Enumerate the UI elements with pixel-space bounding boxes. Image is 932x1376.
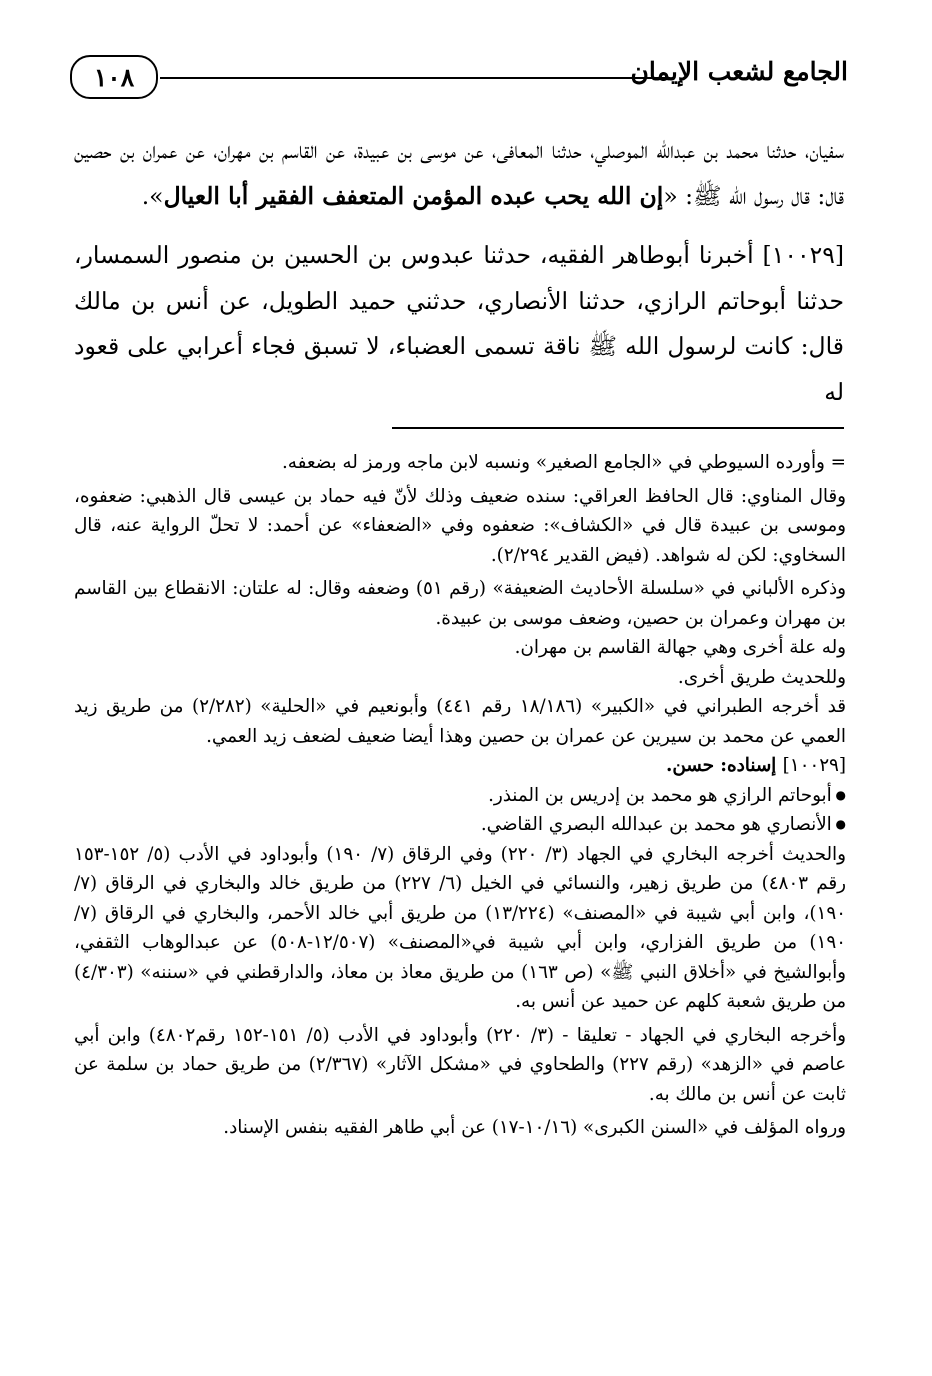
hadith-number: [١٠٠٢٩] xyxy=(762,241,844,269)
note-munawi: وقال المناوي: قال الحافظ العراقي: سنده ضعيف وذلك لأنّ فيه حماد بن عيسى قال الذهبي: ضعفوه، وموسى بن عبيدة قال في «الكشاف»: ضعفوه وفي «الضعفاء» عن أحمد: لا تحلّ الرواية عنه، قال السخاوي: لكن له شواهد. (فيض القدير ٢/٢٩٤). xyxy=(74,485,846,566)
bullet-abu-hatim: ● أبوحاتم الرازي هو محمد بن إدريس بن المنذر. xyxy=(74,781,846,811)
note-another-route: وللحديث طريق أخرى. xyxy=(677,666,846,688)
footnotes xyxy=(74,448,846,1143)
book-title: الجامع لشعب الإيمان xyxy=(630,57,848,86)
isnad-grade: إسناده: حسن. xyxy=(666,755,783,776)
hadith-quote: إن الله يحب عبده المؤمن المتعفف الفقير أبا العيال xyxy=(163,181,664,210)
main-text xyxy=(74,128,844,415)
note-isnad xyxy=(74,751,846,781)
note-takhrij-2: وأخرجه البخاري في الجهاد - تعليقا - (٣/ ٢٢٠) وأبوداود في الأدب (٥/ ١٥١-١٥٢ رقم٤٨٠٢) وابن أبي عاصم في «الزهد» (رقم ٢٢٧) والطحاوي في «مشكل الآثار» (٢/٣٦٧) من طريق حماد بن سلمة عن ثابت عن أنس بن مالك به. xyxy=(74,1024,847,1105)
note-albani: وذكره الألباني في «سلسلة الأحاديث الضعيفة» (رقم ٥١) وضعفه وقال: له علتان: الانقطاع بين القاسم بن مهران وعمران بن حصين، وضعف موسى بن عبيدة. xyxy=(74,578,846,629)
note-takhrij-1: والحديث أخرجه البخاري في الجهاد (٣/ ٢٢٠) وفي الرقاق (٧/ ١٩٠) وأبوداود في الأدب (٥/ ١٥٢-١٥٣ رقم ٤٨٠٣) من طريق زهير، والنسائي في الخيل (٦/ ٢٢٧) من طريق خالد والبخاري في الرقاق (٧/ ١٩٠)، وابن أبي شيبة في «المصنف» (١٣/٢٢٤) من طريق أبي خالد الأحمر، والبخاري في الرقاق (٧/ ١٩٠) من طريق الفزاري، وابن أبي شيبة في«المصنف» (١٢/٥٠٧-٥٠٨) عن عبدالوهاب الثقفي، وأبوالشيخ في «أخلاق النبي ﷺ» (ص ١٦٣) من طريق معاذ بن معاذ، والدارقطني في «سننه» (٤/٣٠٣) من طريق شعبة كلهم عن حميد عن أنس به. xyxy=(74,843,847,1012)
header-rule xyxy=(160,77,670,79)
isnad-number: [١٠٠٢٩] xyxy=(782,755,846,776)
quote-close: ». xyxy=(141,181,164,210)
note-tabarani: قد أخرجه الطبراني في «الكبير» (١٨/١٨٦ رقم ٤٤١) وأبونعيم في «الحلية» (٢/٢٨٢) من طريق زيد العمي عن محمد بن سيرين عن عمران بن حصين وهذا أيضا ضعيف لضعف زيد العمي. xyxy=(74,696,846,747)
bullet-ansari: ● الأنصاري هو محمد بن عبدالله البصري القاضي. xyxy=(74,810,846,840)
note-another-defect: وله علة أخرى وهي جهالة القاسم بن مهران. xyxy=(514,637,846,658)
hadith-text: أخبرنا أبوطاهر الفقيه، حدثنا عبدوس بن الحسين بن منصور السمسار، حدثنا أبوحاتم الرازي، حدثنا الأنصاري، حدثني حميد الطويل، عن أنس بن مالك قال: كانت لرسول الله ﷺ ناقة تسمى العضباء، لا تسبق فجاء أعرابي على قعود له xyxy=(74,241,844,406)
hadith-paragraph-1 xyxy=(74,128,844,219)
note-suyuti: = وأورده السيوطي في «الجامع الصغير» ونسبه لابن ماجه ورمز له بضعفه. xyxy=(281,452,846,473)
page-header xyxy=(70,55,848,101)
note-author-sunan: ورواه المؤلف في «السنن الكبرى» (١٠/١٦-١٧) عن أبي طاهر الفقيه بنفس الإسناد. xyxy=(223,1117,846,1138)
hadith-chain: سفيان، حدثنا محمد بن عبدالله الموصلي، حدثنا المعافى، عن موسى بن عبيدة، عن القاسم بن مهران، عن عمران بن حصين قال: قال رسول الله ﷺ: « xyxy=(74,136,844,210)
page-number: ١٠٨ xyxy=(70,55,158,99)
footnote-divider xyxy=(392,427,844,429)
hadith-paragraph-2 xyxy=(74,233,844,415)
